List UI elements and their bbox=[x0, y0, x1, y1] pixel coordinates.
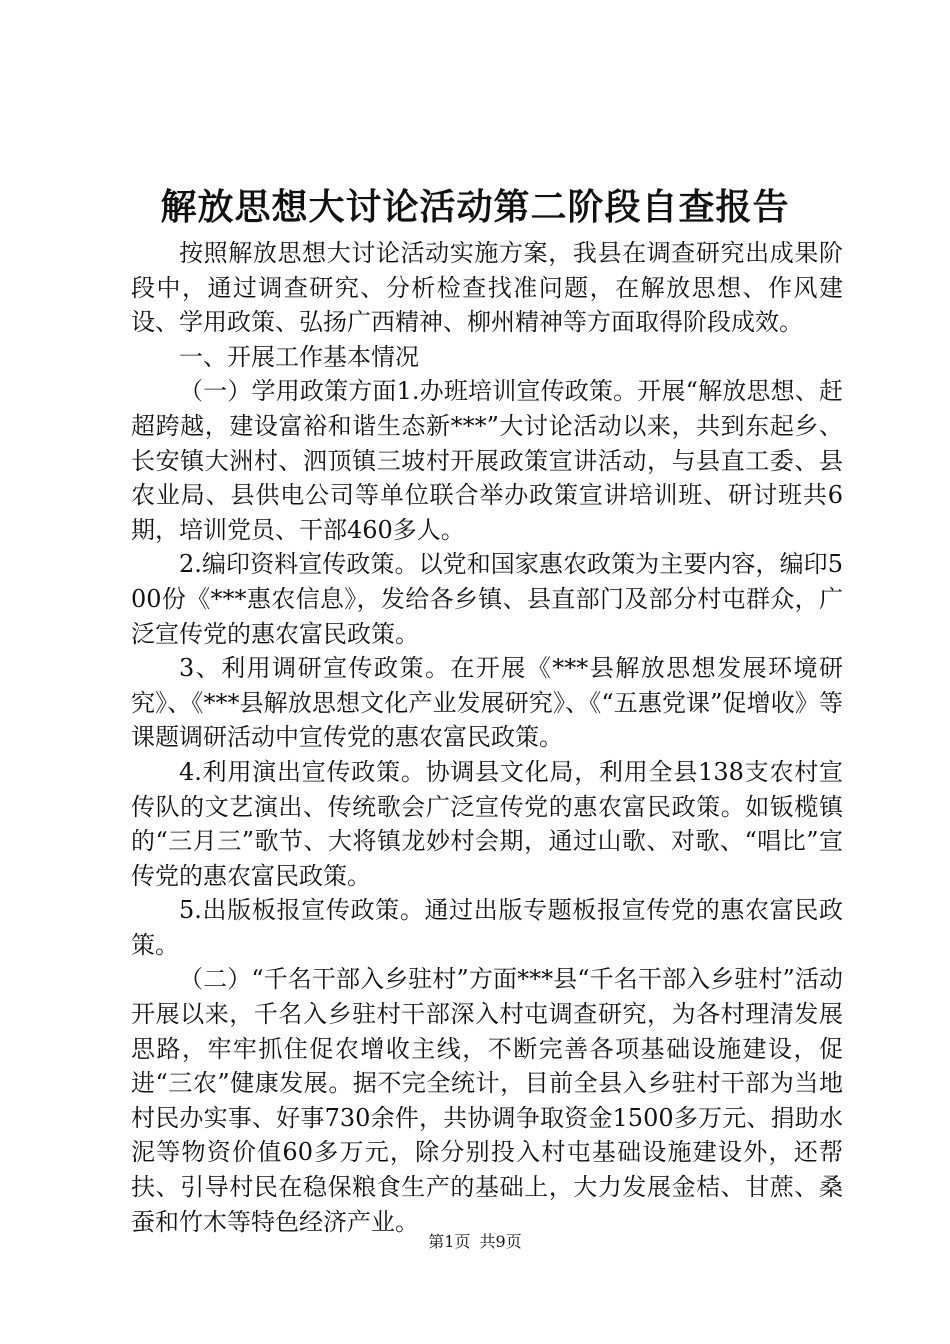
policy-paragraph-4: 4.利用演出宣传政策。协调县文化局，利用全县138支农村宣传队的文艺演出、传统歌会广泛宣传党的惠农富民政策。如钣榄镇的“三月三”歌节、大将镇龙妙村会期，通过山歌、对歌、“唱比”宣传党的惠农富民政策。 bbox=[131, 757, 843, 890]
cadre-paragraph: （二）“千名干部入乡驻村”方面***县“千名干部入乡驻村”活动开展以来，千名入乡驻村干部深入村屯调查研究，为各村理清发展思路，牢牢抓住促农增收主线，不断完善各项基础设施建设，促进“三农”健康发展。据不完全统计，目前全县入乡驻村干部为当地村民办实事、好事730余件，共协调争取资金1500多万元、捐助水泥等物资价值60多万元，除分别投入村屯基础设施建设外，还帮扶、引导村民在稳保粮食生产的基础上，大力发展金桔、甘蔗、桑蚕和竹木等特色经济产业。 bbox=[131, 965, 843, 1236]
page-number: 第1页 bbox=[428, 1232, 471, 1251]
page-total: 共9页 bbox=[479, 1232, 522, 1251]
policy-paragraph-3: 3、利用调研宣传政策。在开展《***县解放思想发展环境研究》、《***县解放思想文化产业发展研究》、《“五惠党课”促增收》等课题调研活动中宣传党的惠农富民政策。 bbox=[131, 654, 843, 752]
document-body bbox=[131, 236, 843, 1239]
document-title: 解放思想大讨论活动第二阶段自查报告 bbox=[160, 186, 790, 228]
intro-paragraph: 按照解放思想大讨论活动实施方案，我县在调查研究出成果阶段中，通过调查研究、分析检查找准问题，在解放思想、作风建设、学用政策、弘扬广西精神、柳州精神等方面取得阶段成效。 bbox=[131, 239, 843, 337]
policy-paragraph-2: 2.编印资料宣传政策。以党和国家惠农政策为主要内容，编印500份《***惠农信息》，发给各乡镇、县直部门及部分村屯群众，广泛宣传党的惠农富民政策。 bbox=[131, 550, 843, 648]
policy-paragraph-5: 5.出版板报宣传政策。通过出版专题板报宣传党的惠农富民政策。 bbox=[131, 896, 843, 959]
policy-paragraph-1: （一）学用政策方面1.办班培训宣传政策。开展“解放思想、赶超跨越，建设富裕和谐生态新***”大讨论活动以来，共到东起乡、长安镇大洲村、泗顶镇三坡村开展政策宣讲活动，与县直工委、县农业局、县供电公司等单位联合举办政策宣讲培训班、研讨班共6期，培训党员、干部460多人。 bbox=[131, 377, 843, 544]
section-heading: 一、开展工作基本情况 bbox=[179, 342, 419, 371]
page-footer bbox=[0, 1232, 950, 1252]
